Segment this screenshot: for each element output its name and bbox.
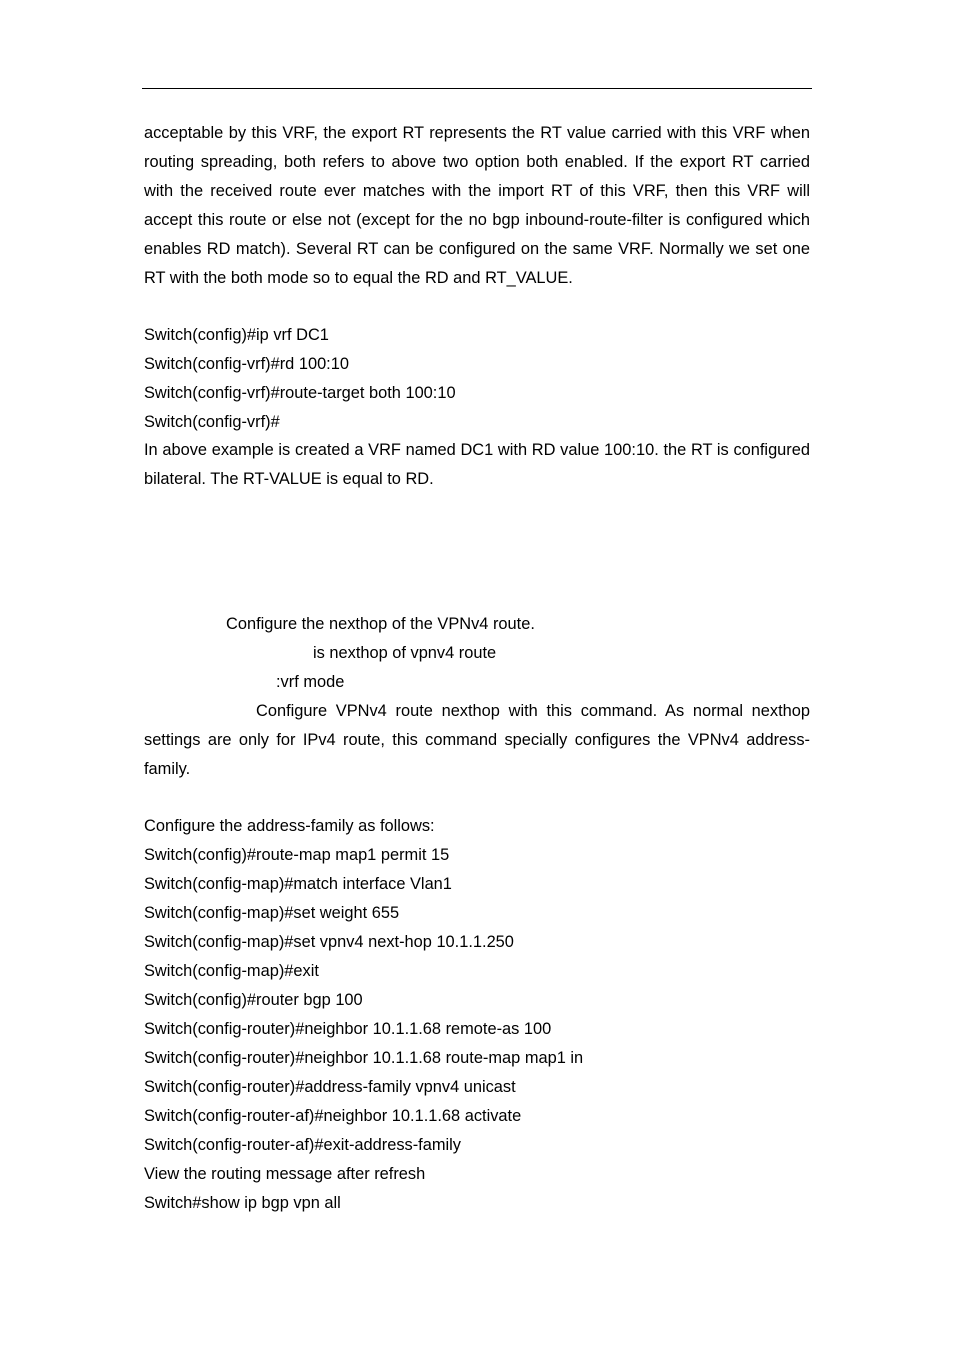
code-line: Switch(config-map)#exit <box>144 962 319 980</box>
command-function: Configure the nexthop of the VPNv4 route. <box>226 615 535 633</box>
code-line: Switch(config-router-af)#exit-address-family <box>144 1136 461 1154</box>
code-line: Switch(config-map)#set weight 655 <box>144 904 400 922</box>
command-usage-guide: Configure VPNv4 route nexthop with this command. As normal nexthop settings are only for IPv4 route, this command specially configures the VPNv4 address-family. <box>144 702 810 778</box>
code-line: Switch(config)#router bgp 100 <box>144 991 363 1009</box>
command-default: is nexthop of vpnv4 route <box>313 644 497 662</box>
code-line: Switch(config)#ip vrf DC1 <box>144 326 329 344</box>
code-line: Switch(config-vrf)#route-target both 100:10 <box>144 384 456 402</box>
code-line: Switch(config-router)#neighbor 10.1.1.68 remote-as 100 <box>144 1020 552 1038</box>
code-line: Switch#show ip bgp vpn all <box>144 1194 341 1212</box>
example2-intro: Configure the address-family as follows: <box>144 817 435 835</box>
command-mode: :vrf mode <box>276 673 345 691</box>
example2 <box>144 812 810 1218</box>
example1-code <box>144 321 810 437</box>
code-line: Switch(config-vrf)#rd 100:10 <box>144 355 349 373</box>
rt-paragraph: acceptable by this VRF, the export RT represents the RT value carried with this VRF when routing spreading, both refers to above two option both enabled. If the export RT carried with the received route ever matches with the import RT of this VRF, then this VRF will accept this route or else not (except for the no bgp inbound-route-filter is configured which enables RD match). Several RT can be configured on the same VRF. Normally we set one RT with the both mode so to equal the RD and RT_VALUE. <box>144 124 810 287</box>
code-line: Switch(config-map)#set vpnv4 next-hop 10.1.1.250 <box>144 933 514 951</box>
code-line: Switch(config-map)#match interface Vlan1 <box>144 875 452 893</box>
code-line: Switch(config-router)#neighbor 10.1.1.68 route-map map1 in <box>144 1049 584 1067</box>
code-line: Switch(config-vrf)# <box>144 413 280 431</box>
code-line: Switch(config-router)#address-family vpnv4 unicast <box>144 1078 516 1096</box>
example1-explanation: In above example is created a VRF named DC1 with RD value 100:10. the RT is configured bilateral. The RT-VALUE is equal to RD. <box>144 441 810 488</box>
note-line: View the routing message after refresh <box>144 1165 426 1183</box>
header-rule <box>142 88 812 89</box>
code-line: Switch(config-router-af)#neighbor 10.1.1.68 activate <box>144 1107 522 1125</box>
code-line: Switch(config)#route-map map1 permit 15 <box>144 846 450 864</box>
